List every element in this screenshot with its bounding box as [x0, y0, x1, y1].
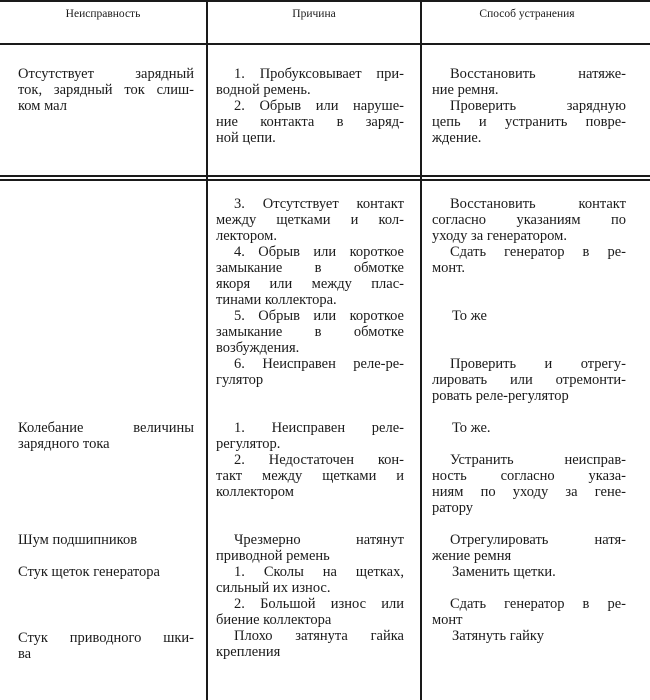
- cause-regulator: 6. Неисправен реле-ре- гулятор: [216, 356, 404, 388]
- header-bottom-rule: [0, 43, 650, 45]
- fault-no-charge: Отсутствует зарядный ток, зарядный ток слиш- ком мал: [18, 66, 194, 114]
- remedy-restore-contact: Восстановить контакт согласно указаниям по уходу за генератором.: [432, 196, 626, 244]
- fault-pulley-knock: Стук приводного шки- ва: [18, 630, 194, 662]
- remedy-restore-tension: Восстановить натяже- ние ремня.: [432, 66, 626, 98]
- remedy-fix-fault: Устранить неисправ- ность согласно указа- ниям по уходу за гене- ратору: [432, 452, 626, 516]
- cause-belt-overtight: Чрезмерно натянут приводной ремень: [216, 532, 404, 564]
- cause-field-winding: 5. Обрыв или короткое замыкание в обмотке возбуждения.: [216, 308, 404, 356]
- section-break-rule-top: [0, 175, 650, 177]
- remedy-tighten-nut: Затянуть гайку: [452, 628, 544, 644]
- cause-brush-contact: 3. Отсутствует контакт между щетками и кол- лектором.: [216, 196, 404, 244]
- remedy-adjust-belt: Отрегулировать натя- жение ремня: [432, 532, 626, 564]
- remedy-repair-generator-2: Сдать генератор в ре- монт: [432, 596, 626, 628]
- cause-faulty-regulator: 1. Неисправен реле- регулятор.: [216, 420, 404, 452]
- remedy-check-circuit: Проверить зарядную цепь и устранить повре- ждение.: [432, 98, 626, 146]
- header-fault: Неисправность: [65, 8, 141, 20]
- remedy-adjust-regulator: Проверить и отрегу- лировать или отремонти- ровать реле-регулятор: [432, 356, 626, 404]
- remedy-same-2: То же.: [452, 420, 491, 436]
- fault-current-fluctuation: Колебание величины зарядного тока: [18, 420, 194, 452]
- column-divider-1: [206, 0, 208, 700]
- fault-brush-knock: Стук щеток генератора: [18, 564, 160, 580]
- cause-commutator-wear: 2. Большой износ или биение коллектора: [216, 596, 404, 628]
- remedy-repair-generator: Сдать генератор в ре- монт.: [432, 244, 626, 276]
- table-top-rule: [0, 0, 650, 2]
- section-break-rule-bottom: [0, 179, 650, 181]
- header-remedy: Способ устранения: [479, 8, 575, 20]
- cause-insufficient-contact: 2. Недостаточен кон- такт между щетками и коллектором: [216, 452, 404, 500]
- fault-bearing-noise: Шум подшипников: [18, 532, 138, 548]
- column-divider-2: [420, 0, 422, 700]
- cause-loose-nut: Плохо затянута гайка крепления: [216, 628, 404, 660]
- cause-circuit-break: 2. Обрыв или наруше- ние контакта в заряд- ной цепи.: [216, 98, 404, 146]
- remedy-same: То же: [452, 308, 487, 324]
- cause-belt-slip: 1. Пробуксовывает при- водной ремень.: [216, 66, 404, 98]
- remedy-replace-brushes: Заменить щетки.: [452, 564, 556, 580]
- cause-brush-chips: 1. Сколы на щетках, сильный их износ.: [216, 564, 404, 596]
- header-cause: Причина: [292, 8, 336, 20]
- cause-armature-fault: 4. Обрыв или короткое замыкание в обмотке якоря или между плас- тинами коллектора.: [216, 244, 404, 308]
